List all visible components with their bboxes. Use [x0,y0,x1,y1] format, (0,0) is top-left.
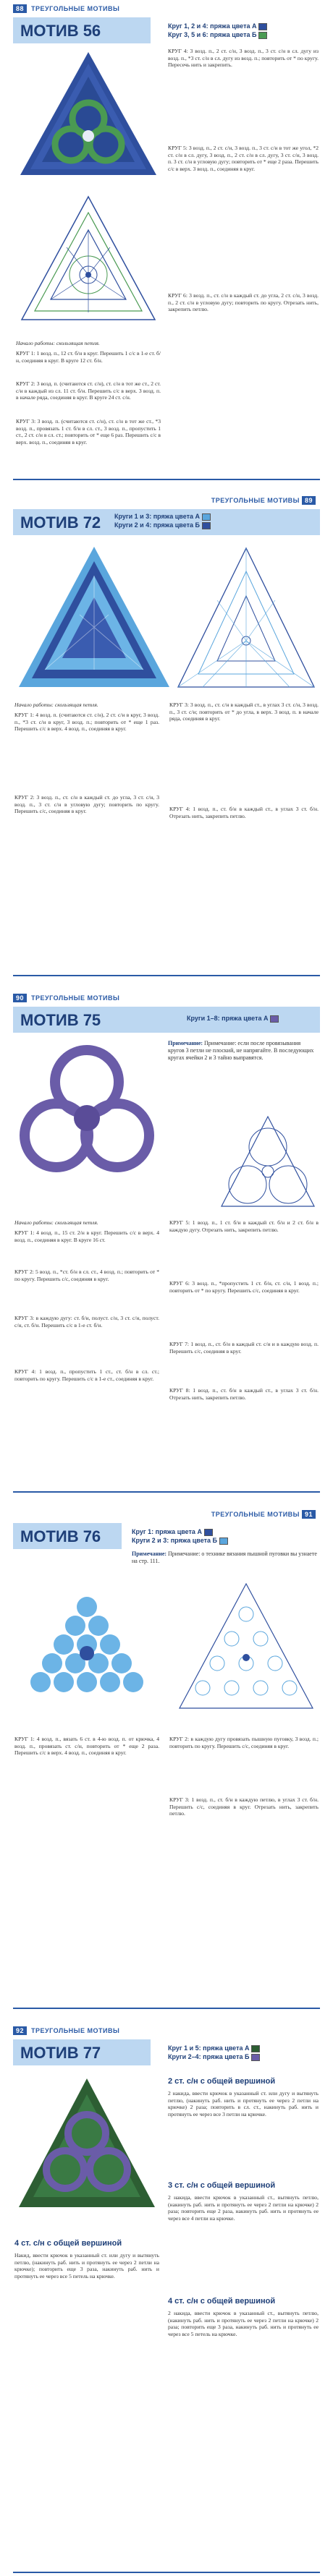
page-number: 90 [13,994,27,1002]
instructions-col-3: КРУГ 3: 3 возд. п. (считаются ст. с/н), ст. с/н в тот же ст., *3 возд. п., провязать 1 ст. б/н в сл. ст., 3 возд. п., пропустить 1 ст., 2 ст. с/н в сл. ст.; повторить от * еще 6 раз. Перешить с/с в верх. возд. п., соединяя в круг. [16,418,161,445]
instructions-col-2: КРУГ 2: 3 возд. п., ст. с/н в каждый ст. до угла, 3 ст. с/н, 3 возд. п., 3 ст. с/н в угловую дугу; повторить по кругу. Перешить с/с, соединяя в круг. [14,794,159,815]
instructions-col-1: КРУГ 1: 4 возд. п., вязать 6 ст. в 4-ю возд. п. от крючка, 4 возд. п., провязать ст. с/н, повторить от * еще 2 раза. Перешить с/с в верх. 4 возд. п., соединяя в круг. [14,1736,159,1757]
legend-item: Круги 1 и 3: пряжа цвета А [114,512,211,521]
intro-text: Начало работы: скользящая петля. [14,701,98,708]
instructions-col-6: КРУГ 6: 3 возд. п., ст. с/н в каждый ст. до угла, 2 ст. с/н, 3 возд. п., 2 ст. с/н в угловую дугу; повторить по кругу. Отрезать нить, закрепить петлю. [168,292,319,313]
swatch-a [251,2045,260,2052]
page-motif-77 [0,2022,333,2576]
instructions-col-1: КРУГ 1: 4 возд. п. (считаются ст. с/н), 2 ст. с/н в круг, 3 возд. п., *3 ст. с/н в круг, 3 возд. п.; повторить от * еще 1 раз. Перешить с/с в верх. 4 возд. п., соединяя в круг. [14,712,159,733]
legend-item: Круг 1 и 5: пряжа цвета А [168,2044,260,2052]
crochet-chart [217,1112,319,1214]
title-band [13,1523,122,1549]
legend-item: Круги 2 и 3: пряжа цвета Б [132,1536,228,1545]
page-motif-75 [0,989,333,1496]
instructions-col-6: КРУГ 6: 3 возд. п., *пропустить 1 ст. б/н, ст. с/н, 1 возд. п.; повторить от * по кругу. Перешить с/с, соединяя в круг. [169,1280,319,1294]
instructions-col-4: КРУГ 4: 1 возд. п., ст. б/н в каждый ст., в углах 3 ст. б/н. Отрезать нить, закрепить петлю. [169,806,319,819]
instructions-col-2: КРУГ 2: 3 возд. п. (считаются ст. с/н), ст. с/н в тот же ст., 2 ст. с/н в каждый из сл. 11 ст. б/н. Перешить с/с в верх. 3 возд. п. в начале ряда, соединяя в круг. В круге 24 ст. с/н. [16,380,161,401]
page-number: 89 [302,496,316,505]
running-header [211,1510,320,1520]
instructions-col-1: КРУГ 1: 4 возд. п., 15 ст. 2/н в круг. Перешить с/с в верх. 4 возд. п., соединяя в круг. В круге 16 ст. [14,1229,159,1243]
crochet-chart [16,189,161,334]
running-header [13,994,119,1004]
section-title: ТРЕУГОЛЬНЫЕ МОТИВЫ [31,994,120,1002]
swatch-b [219,1538,228,1545]
motif-photo [14,2073,159,2217]
title-band [13,1007,320,1033]
stitch-description-2: 2 накида, ввести крючок в указанный ст., вытянуть петлю, (накинуть раб. нить и протянуть ее через 2 петли на крючке) 2 раза; повторить еще 2 раза, накинуть раб. нить и протянуть ее через все 4 петли на крючке. [168,2194,319,2222]
page-motif-56 [0,0,333,482]
title-band [13,17,151,43]
page-divider [13,1491,320,1493]
running-header [13,2026,119,2037]
legend-item: Круг 1, 2 и 4: пряжа цвета А [168,22,267,30]
page-motif-76 [0,1506,333,2012]
running-header [211,496,320,506]
page-divider [13,975,320,976]
motif-title: МОТИВ 77 [20,2044,101,2062]
section-title: ТРЕУГОЛЬНЫЕ МОТИВЫ [31,2027,120,2034]
color-legend [168,2044,260,2061]
stitch-description-3: Накид, ввести крючок в указанный ст. или дугу и вытянуть петлю, (накинуть раб. нить и протянуть ее через 2 петли на крючке); повторить еще 3 раза, накинуть раб. нить и протянуть ее через все 5 петель на крючке. [14,2252,159,2279]
section-title: ТРЕУГОЛЬНЫЕ МОТИВЫ [211,497,300,504]
instructions-col-4: КРУГ 4: 3 возд. п., 2 ст. с/н, 3 возд. п., 3 ст. с/н в сл. дугу из возд. п., *3 ст. с/н в сл. дугу из возд. п.; повторить от * по кругу. Пересечь нить и закрепить. [168,48,319,69]
page-number: 88 [13,4,27,13]
intro-text: Начало работы: скользящая петля. [16,340,100,346]
swatch-a [204,1529,213,1536]
page-number: 92 [13,2026,27,2035]
page-divider [13,2008,320,2009]
stitch-description-1: 2 накида, ввести крючок в указанный ст. или дугу и вытянуть петлю, (накинуть раб. нить и протянуть ее через 2 петли на крючке) 2 раза; повторить в сл. ст., накинуть раб. нить и протянуть ее через все 3 петли на крючке. [168,2090,319,2117]
stitch-heading-1: 2 ст. с/н с общей вершиной [168,2077,276,2086]
swatch-b [251,2054,260,2061]
stitch-heading-3: 4 ст. с/н с общей вершиной [14,2239,122,2248]
motif-title: МОТИВ 76 [20,1527,101,1545]
swatch-a [202,513,211,521]
motif-photo [16,48,161,185]
title-band [13,2039,151,2065]
intro-text: Начало работы: скользящая петля. [14,1219,98,1226]
instructions-col-8: КРУГ 8: 1 возд. п., ст. б/н в каждый ст., в углах 3 ст. б/н. Отрезать нить, закрепить петлю. [169,1387,319,1401]
stitch-heading-2: 3 ст. с/н с общей вершиной [168,2181,276,2190]
page-divider [13,2572,320,2573]
color-legend [114,512,211,529]
legend-item: Круги 2 и 4: пряжа цвета Б [114,521,211,529]
motif-title: МОТИВ 56 [20,22,101,40]
color-legend [168,22,267,39]
swatch-a [258,23,267,30]
stitch-heading-4: 4 ст. с/н с общей вершиной [168,2297,276,2306]
instructions-col-5: КРУГ 5: 1 возд. п., 1 ст. б/н в каждый ст. б/н и 2 ст. б/н в каждую дугу. Отрезать нить, закрепить петлю. [169,1219,319,1233]
instructions-col-1: КРУГ 1: 1 возд. п., 12 ст. б/н в круг. Перешить 1 с/с в 1-е ст. б/н, соединяя в круг. В круге 12 ст. б/н. [16,350,161,364]
swatch-b [202,522,211,529]
instructions-col-3: КРУГ 3: 1 возд. п., ст. б/н в каждую петлю, в углах 3 ст. б/н. Перешить с/с, соединяя в круг. Отрезать нить, закрепить петлю. [169,1796,319,1817]
page-motif-72 [0,492,333,979]
motif-photo [14,542,174,694]
legend-item: Круг 3, 5 и 6: пряжа цвета Б [168,30,267,39]
instructions-col-7: КРУГ 7: 1 возд. п., ст. б/н в каждый ст. с/н и в каждую возд. п. Перешить с/с, соединяя в круг. [169,1341,319,1355]
title-band [13,509,320,535]
page-divider [13,479,320,480]
instructions-col-2: КРУГ 2: 5 возд. п., *ст. б/н в сл. ст., 4 возд. п.; повторить от * по кругу. Перешить с/с, соединяя в круг. [14,1268,159,1282]
note-block: Примечание: Примечание: о технике вязания пышной пуговки вы узнаете на стр. 111. [132,1551,317,1564]
section-title: ТРЕУГОЛЬНЫЕ МОТИВЫ [211,1511,300,1518]
crochet-chart [174,542,319,694]
color-legend [187,1014,279,1023]
instructions-col-5: КРУГ 5: 3 возд. п., 2 ст. с/н, 3 возд. п., 3 ст. с/н в тот же угол, *2 ст. с/н в сл. дугу, 3 возд. п., 2 ст. с/н в сл. дугу, 3 ст. с/н, 3 возд. п. 3 ст. с/н в угловую дугу; повторить от * еще 2 раза. Перешить с/с в верх. 3 возд. п., соединяя в круг. [168,145,319,172]
legend-item: Круги 2–4: пряжа цвета Б [168,2052,260,2061]
swatch-b [258,32,267,39]
motif-photo [14,1038,159,1183]
instructions-col-4: КРУГ 4: 1 возд. п., пропустить 1 ст., ст. б/н в сл. ст.; повторить по кругу. Перешить с/с в 1-е ст., соединяя в круг. [14,1368,159,1382]
instructions-col-3: КРУГ 3: в каждую дугу: ст. б/н, полуст. с/н, 3 ст. с/н, полуст. с/н, ст. б/н. Перешить с/с в 1-е ст. б/н. [14,1315,159,1328]
page-number: 91 [302,1510,316,1519]
motif-photo [14,1578,159,1723]
note-block: Примечание: Примечание: если после провязывания кругов 3 петли не плоский, не напрягайте. В последующих кругах ячейки 2 и 3 тайно выправятся. [168,1040,314,1061]
running-header [13,4,119,14]
stitch-description-4: 2 накида, ввести крючок в указанный ст., вытянуть петлю, (накинуть раб. нить и протянуть ее через 2 петли на крючке) 2 раза; повторить еще 3 раза, накинуть раб. нить и протянуть ее через все 5 петель на крючке. [168,2310,319,2337]
swatch-a [270,1015,279,1023]
motif-title: МОТИВ 75 [20,1011,101,1029]
section-title: ТРЕУГОЛЬНЫЕ МОТИВЫ [31,5,120,12]
motif-title: МОТИВ 72 [20,513,101,532]
legend-item: Круг 1: пряжа цвета А [132,1527,228,1536]
legend-item: Круги 1–8: пряжа цвета А [187,1014,279,1023]
instructions-col-2: КРУГ 2: в каждую дугу провязать пышную пуговку, 3 возд. п.; повторить по кругу. Перешить с/с, соединяя в круг. [169,1736,319,1749]
color-legend [132,1527,228,1545]
crochet-chart [174,1578,319,1723]
instructions-col-3: КРУГ 3: 3 возд. п., ст. с/н в каждый ст., в углах 3 ст. с/н, 3 возд. п., 3 ст. с/н; повторить от * до угла, в верх. 3 возд. п. в начале ряда, соединяя в круг. [169,701,319,722]
